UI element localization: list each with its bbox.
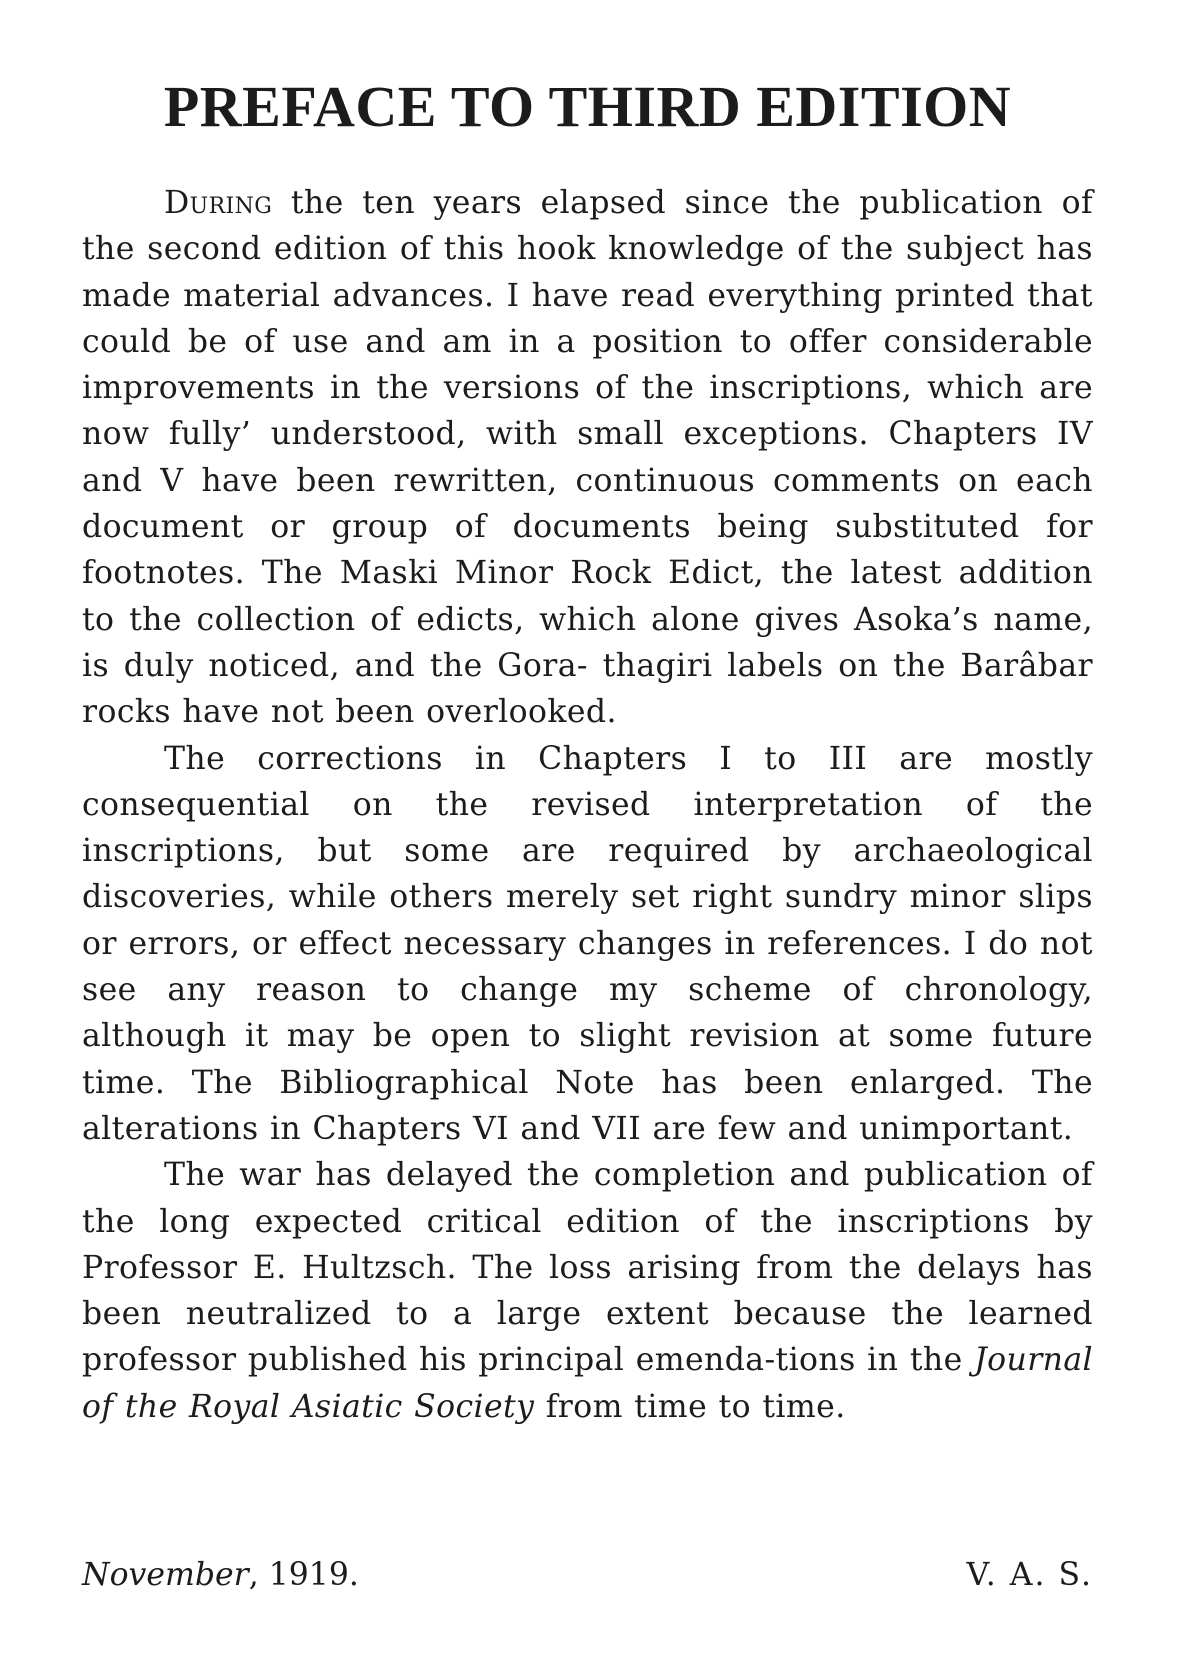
signoff-month: November bbox=[82, 1557, 249, 1593]
author-initials: V. A. S. bbox=[966, 1557, 1093, 1593]
paragraph-1 bbox=[82, 180, 1093, 736]
signoff-date bbox=[82, 1552, 359, 1598]
signoff-year: , 1919. bbox=[248, 1557, 359, 1593]
journal-title: Journal of the Royal Asiatic Society bbox=[82, 1342, 1093, 1425]
paragraph-2 bbox=[82, 736, 1093, 1153]
book-page bbox=[82, 0, 1093, 1659]
page-title: PREFACE TO THIRD EDITION bbox=[163, 74, 1012, 139]
paragraph-3-text-a: The war has delayed the completion and publication of the long expected critical edition of the inscriptions by Professor E. Hultzsch. The loss arising from the delays has been neutralized to a large extent because the learned professor published his principal emenda-tions in the bbox=[82, 1157, 1093, 1379]
preface-body bbox=[82, 180, 1093, 1430]
paragraph-2-text: The corrections in Chapters I to III are mostly consequential on the revised interpretation of the inscriptions, but some are required by archaeological discoveries, while others merely set right sundry minor slips or errors, or effect necessary changes in references. I do not see any reason to change my scheme of chronology, although it may be open to slight revision at some future time. The Bibliographical Note has been enlarged. The alterations in Chapters VI and VII are few and unimportant. bbox=[82, 740, 1093, 1147]
drop-word: During bbox=[164, 185, 273, 221]
paragraph-3-text-b: from time to time. bbox=[534, 1388, 846, 1425]
paragraph-1-text: the ten years elapsed since the publication of the second edition of this hook knowledge of the subject has made material advances. I have read everything printed that could be of use and am in a position to offer considerable improvements in the versions of the inscriptions, which are now fully’ understood, with small exceptions. Chapters IV and V have been rewritten, continuous comments on each document or group of documents being substituted for footnotes. The Maski Minor Rock Edict, the latest addition to the collection of edicts, which alone gives Asoka’s name, is duly noticed, and the Gora- thagiri labels on the Barâbar rocks have not been overlooked. bbox=[82, 185, 1093, 731]
paragraph-3 bbox=[82, 1152, 1093, 1430]
